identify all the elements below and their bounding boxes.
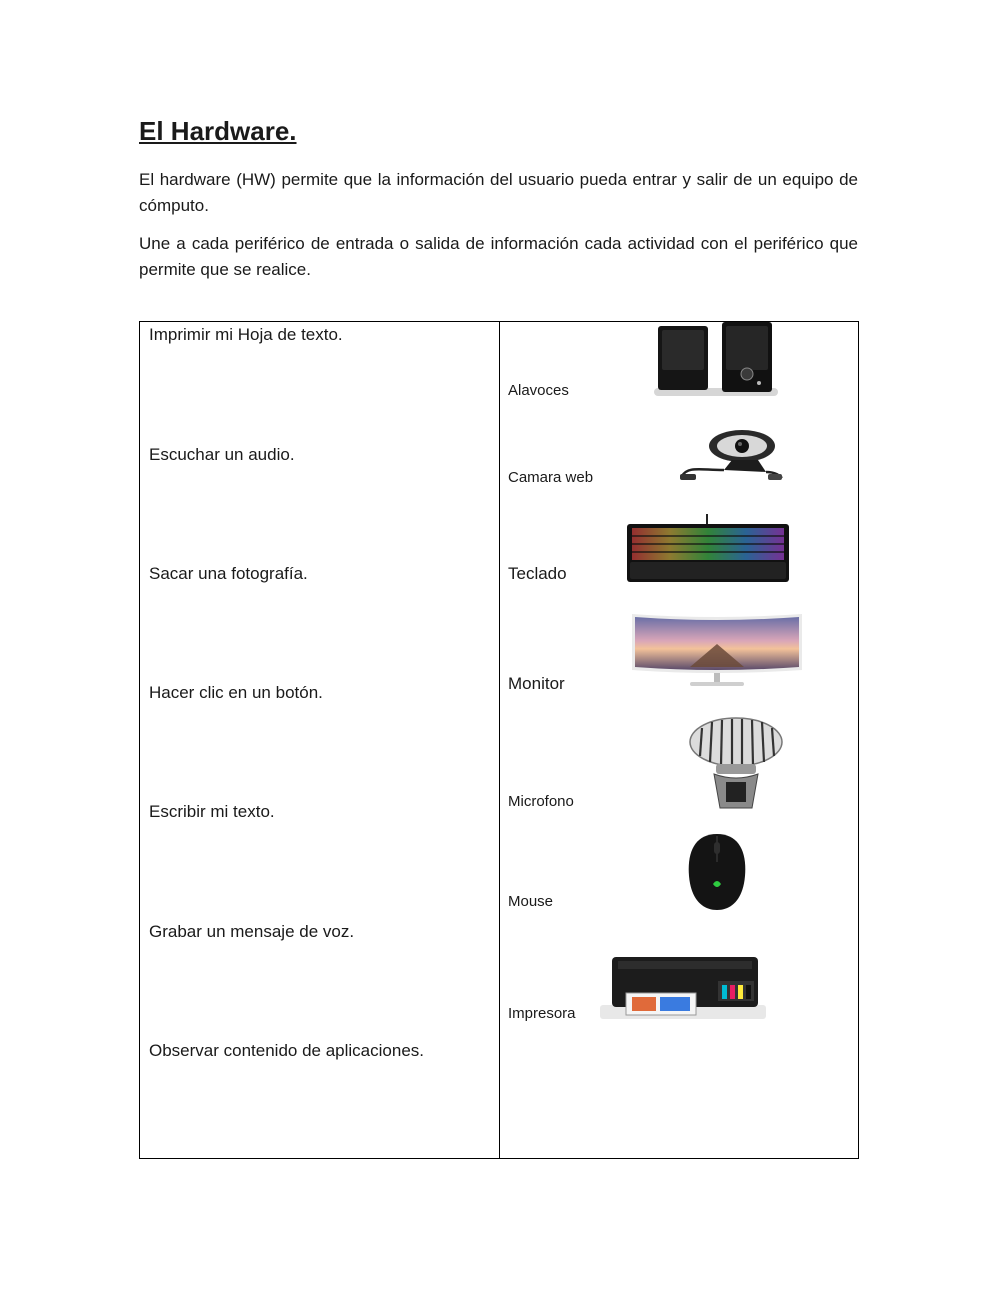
microphone-icon [686,716,786,810]
device-label[interactable]: Teclado [508,564,567,583]
device-label[interactable]: Camara web [508,469,594,486]
activity-item[interactable]: Observar contenido de aplicaciones. [149,1041,424,1060]
column-divider [499,322,500,1158]
activity-item[interactable]: Grabar un mensaje de voz. [149,922,355,941]
activity-item[interactable]: Hacer clic en un botón. [149,683,323,702]
speakers-icon [648,322,782,398]
activity-item[interactable]: Imprimir mi Hoja de texto. [149,325,343,344]
device-label[interactable]: Impresora [508,1005,576,1022]
device-label[interactable]: Mouse [508,893,554,910]
page-title: El Hardware. [139,116,297,146]
device-label[interactable]: Microfono [508,793,574,810]
device-label[interactable]: Alavoces [508,382,569,399]
printer-icon [598,955,768,1021]
activity-item[interactable]: Escribir mi texto. [149,802,275,821]
matching-table [139,321,859,1159]
intro-paragraph: El hardware (HW) permite que la información del usuario pueda entrar y salir de un equipo de cómputo. [139,170,858,215]
activity-item[interactable]: Sacar una fotografía. [149,564,308,583]
keyboard-icon [627,514,789,582]
instruction-paragraph: Une a cada periférico de entrada o salida de información cada actividad con el periférico que permite que se realice. [139,234,858,279]
monitor-icon [630,612,804,692]
webcam-icon [680,426,784,484]
activity-item[interactable]: Escuchar un audio. [149,445,295,464]
device-label[interactable]: Monitor [508,674,565,693]
mouse-icon [685,832,749,912]
